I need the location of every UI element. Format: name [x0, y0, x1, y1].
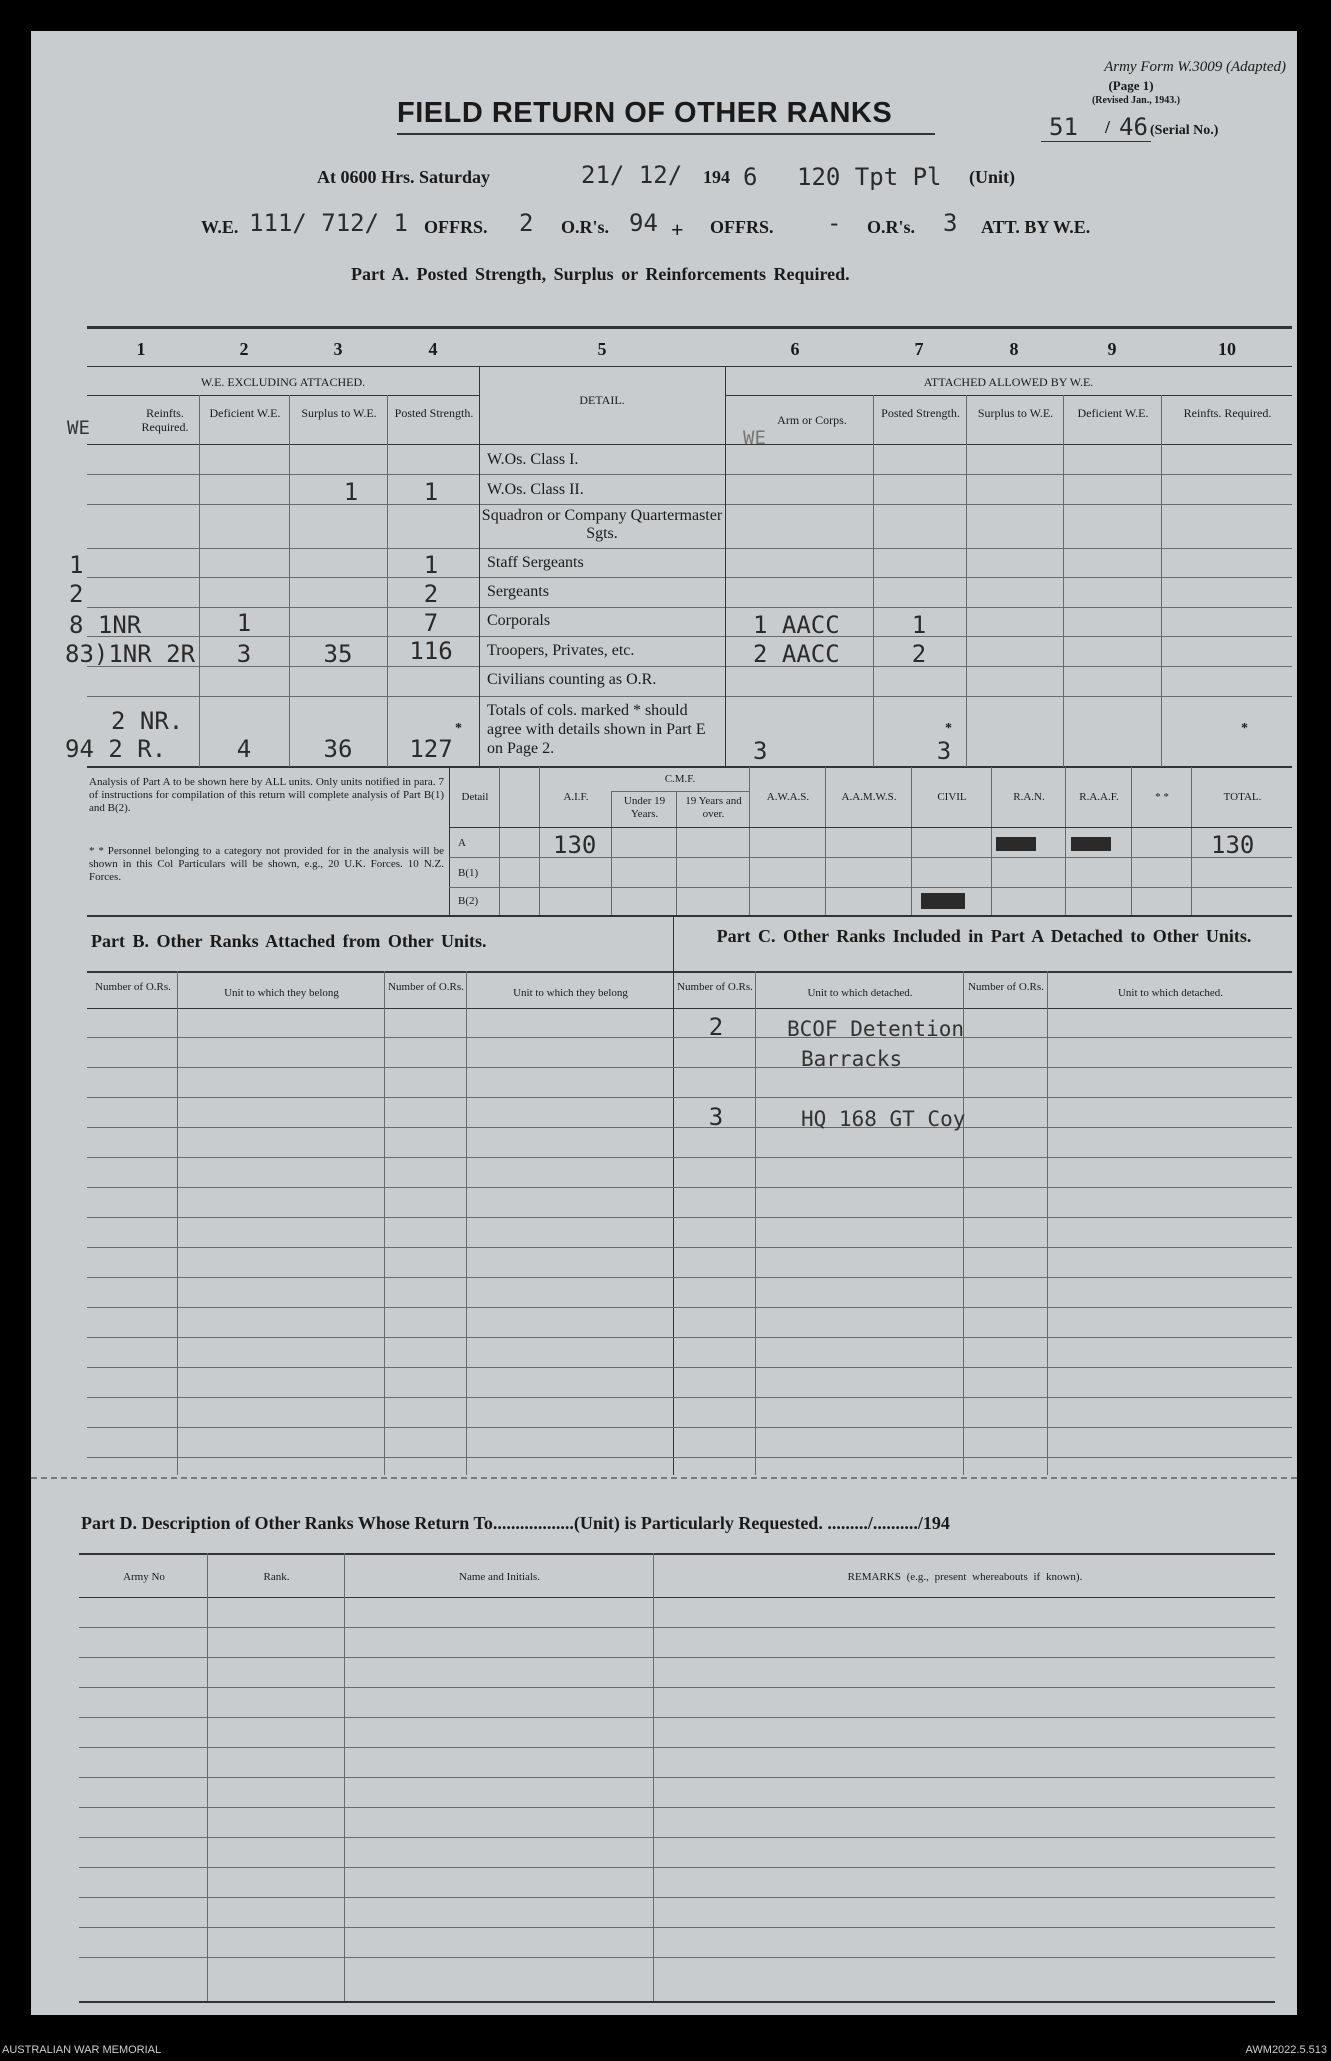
detail-label: Staff Sergeants — [487, 554, 584, 571]
analysis-row-a: A — [458, 837, 466, 849]
part-d-col-remarks: REMARKS (e.g., present whereabouts if known). — [847, 1571, 1083, 1583]
col-num-2: 2 — [239, 339, 249, 359]
analysis-other-header: * * — [1155, 791, 1169, 803]
we-mark-right: WE — [743, 427, 766, 449]
part-a-top-rule — [87, 326, 1292, 329]
detail-label: Corporals — [487, 612, 551, 629]
hdr-surplus-to-we: Surplus to W.E. — [301, 406, 377, 420]
hdr-arm-or-corps: Arm or Corps. — [777, 413, 847, 427]
part-c-num: 2 — [708, 1013, 724, 1041]
page-title: FIELD RETURN OF OTHER RANKS — [397, 97, 893, 129]
analysis-note-1: Analysis of Part A to be shown here by ALL units. Only units notified in para. 7 of instructions for compilation of this return will complete analysis of Part B(1) and B(2). — [89, 776, 444, 814]
footer-accession: AWM2022.5.513 — [1245, 2044, 1327, 2056]
civil-redaction — [921, 893, 965, 909]
we-mark-left: WE — [67, 417, 90, 439]
analysis-note-2: * * Personnel belonging to a category not provided for in the analysis will be shown in this Col Particulars will be shown, e.g., 20 U.K. Forces. 10 N.Z. Forces. — [89, 845, 444, 883]
analysis-cmf-header: C.M.F. — [664, 773, 696, 785]
att-posted-value: 1 — [911, 611, 927, 639]
posted-value: 1 — [423, 551, 439, 579]
reinfts-value: 8 1NR — [69, 611, 142, 639]
part-c-title: Part C. Other Ranks Included in Part A Detached to Other Units. — [716, 926, 1252, 946]
col-num-9: 9 — [1107, 339, 1117, 359]
unit-label: (Unit) — [969, 167, 1015, 187]
col-num-3: 3 — [333, 339, 343, 359]
totals-detail-label: Totals of cols. marked * should agree with details shown in Part E on Page 2. — [487, 702, 706, 757]
hdr-posted-strength: Posted Strength. — [394, 406, 474, 420]
col-num-7: 7 — [914, 339, 924, 359]
analysis-aif-header: A.I.F. — [563, 791, 589, 803]
col-num-4: 4 — [428, 339, 438, 359]
part-d-col-army-no: Army No — [123, 1571, 165, 1583]
hdr-att-posted-strength: Posted Strength. — [881, 406, 960, 420]
we-label: W.E. — [201, 217, 239, 237]
raaf-redaction — [1071, 837, 1111, 851]
date-value: 21/ 12/ — [581, 161, 683, 189]
col-num-8: 8 — [1009, 339, 1019, 359]
totals-att-posted: 3 — [936, 737, 952, 765]
page-label: (Page 1) — [1108, 78, 1154, 93]
revised-label: (Revised Jan., 1943.) — [1091, 95, 1181, 106]
ors2-value: 3 — [943, 209, 958, 237]
part-d-title: Part D. Description of Other Ranks Whose Return To..................(Unit) is Particularly Requested. ........./........../194 — [81, 1513, 950, 1533]
totals-posted: 127 — [409, 735, 453, 763]
part-b-col-unit-1: Unit to which they belong — [224, 987, 339, 999]
part-c-col-num-2: Number of O.Rs. — [968, 981, 1044, 993]
unit-name: 120 Tpt Pl — [797, 163, 942, 191]
posted-value: 1 — [423, 478, 439, 506]
surplus-value: 1 — [343, 478, 359, 506]
totals-star-4: * — [455, 721, 462, 736]
surplus-value: 35 — [323, 640, 353, 668]
analysis-total-header: TOTAL. — [1223, 791, 1262, 803]
posted-value: 2 — [423, 580, 439, 608]
perforation-line — [31, 1477, 1297, 1479]
plus-sign: + — [671, 217, 684, 242]
detail-header: DETAIL. — [579, 393, 625, 407]
totals-deficient: 4 — [236, 735, 252, 763]
reinfts-value: 1 — [69, 551, 84, 579]
totals-reinfts-bottom: 94 2 R. — [65, 735, 167, 763]
part-b-col-num-1: Number of O.Rs. — [95, 981, 171, 993]
hdr-att-deficient: Deficient W.E. — [1077, 406, 1149, 420]
serial-number-b: 46 — [1119, 113, 1148, 141]
arm-corps-value: 2 AACC — [753, 640, 840, 668]
we-excluding-header: W.E. EXCLUDING ATTACHED. — [200, 375, 366, 389]
att-posted-value: 2 — [911, 640, 927, 668]
part-c-col-unit-1: Unit to which detached. — [807, 987, 913, 999]
analysis-raaf-header: R.A.A.F. — [1079, 791, 1119, 803]
hdr-deficient-we: Deficient W.E. — [209, 406, 281, 420]
hdr-reinfts-required: Reinfts. Required. — [141, 406, 189, 434]
detail-label: Sergeants — [487, 583, 549, 600]
part-d-col-name: Name and Initials. — [459, 1571, 540, 1583]
part-c-unit-line1: HQ 168 GT Coy — [801, 1107, 966, 1131]
part-a-title: Part A. Posted Strength, Surplus or Reinforcements Required. — [351, 264, 850, 284]
arm-corps-value: 1 AACC — [753, 611, 840, 639]
offrs-value: 2 — [519, 209, 534, 237]
part-b-title: Part B. Other Ranks Attached from Other Units. — [91, 931, 487, 951]
serial-label: (Serial No.) — [1150, 123, 1219, 138]
part-c-col-unit-2: Unit to which detached. — [1117, 987, 1224, 999]
totals-star-10: * — [1241, 721, 1248, 736]
deficient-value: 1 — [236, 609, 252, 637]
part-c-col-num-1: Number of O.Rs. — [677, 981, 753, 993]
reinfts-value: 2 — [69, 580, 84, 608]
offrs-label: OFFRS. — [424, 217, 488, 237]
deficient-value: 3 — [236, 640, 252, 668]
hdr-att-reinfts: Reinfts. Required. — [1183, 406, 1272, 420]
analysis-ran-header: R.A.N. — [1013, 791, 1045, 803]
ors-value: 94 — [629, 209, 658, 237]
attached-allowed-header: ATTACHED ALLOWED BY W.E. — [923, 375, 1094, 389]
posted-value: 116 — [409, 637, 453, 665]
part-b-col-num-2: Number of O.Rs. — [388, 981, 464, 993]
reinfts-value: 83)1NR 2R — [65, 640, 196, 668]
analysis-awas-header: A.W.A.S. — [766, 791, 810, 803]
ran-redaction — [996, 837, 1036, 851]
analysis-civil-header: CIVIL — [937, 791, 967, 803]
footer-institution: AUSTRALIAN WAR MEMORIAL — [2, 2044, 162, 2056]
part-b-col-unit-2: Unit to which they belong — [513, 987, 628, 999]
posted-value: 7 — [423, 609, 439, 637]
col-num-6: 6 — [790, 339, 800, 359]
analysis-under19-header: Under 19 Years. — [623, 795, 666, 820]
serial-number-a: 51 — [1049, 113, 1078, 141]
army-form-label: Army Form W.3009 (Adapted) — [1104, 59, 1286, 75]
part-c-num: 3 — [708, 1103, 724, 1131]
serial-sep: / — [1105, 117, 1111, 137]
analysis-a-total: 130 — [1211, 831, 1255, 859]
detail-label: W.Os. Class II. — [487, 481, 584, 498]
totals-arm-corps: 3 — [753, 737, 768, 765]
part-c-unit-line2: Barracks — [801, 1047, 903, 1071]
analysis-row-b1: B(1) — [458, 867, 479, 879]
ors-label: O.R's. — [561, 217, 610, 237]
detail-label: Civilians counting as O.R. — [487, 671, 657, 688]
year-label: 194 — [703, 167, 730, 187]
totals-reinfts-top: 2 NR. — [111, 707, 184, 735]
col-num-10: 10 — [1218, 339, 1236, 359]
detail-label: Squadron or Company Quartermaster Sgts. — [481, 507, 723, 542]
analysis-detail-header: Detail — [461, 791, 489, 803]
year-digit: 6 — [743, 163, 758, 191]
offrs2-label: OFFRS. — [710, 217, 774, 237]
analysis-a-aif: 130 — [553, 831, 597, 859]
totals-star-7: * — [945, 721, 952, 736]
ors2-label: O.R's. — [867, 217, 916, 237]
part-c-unit-line1: BCOF Detention — [787, 1017, 965, 1041]
form-paper — [31, 31, 1297, 2015]
offrs2-value: - — [827, 209, 842, 237]
hdr-att-surplus: Surplus to W.E. — [977, 406, 1054, 420]
totals-surplus: 36 — [323, 735, 353, 763]
we-value: 111/ 712/ 1 — [249, 209, 408, 237]
col-num-5: 5 — [597, 339, 607, 359]
at-hrs-label: At 0600 Hrs. Saturday — [317, 167, 491, 187]
detail-label: Troopers, Privates, etc. — [487, 642, 635, 659]
part-d-col-rank: Rank. — [263, 1571, 290, 1583]
analysis-row-b2: B(2) — [458, 895, 479, 907]
analysis-over19-header: 19 Years and over. — [685, 795, 742, 820]
att-label: ATT. BY W.E. — [981, 217, 1091, 237]
detail-label: W.Os. Class I. — [487, 451, 579, 468]
col-num-1: 1 — [136, 339, 146, 359]
analysis-aamws-header: A.A.M.W.S. — [841, 791, 897, 803]
